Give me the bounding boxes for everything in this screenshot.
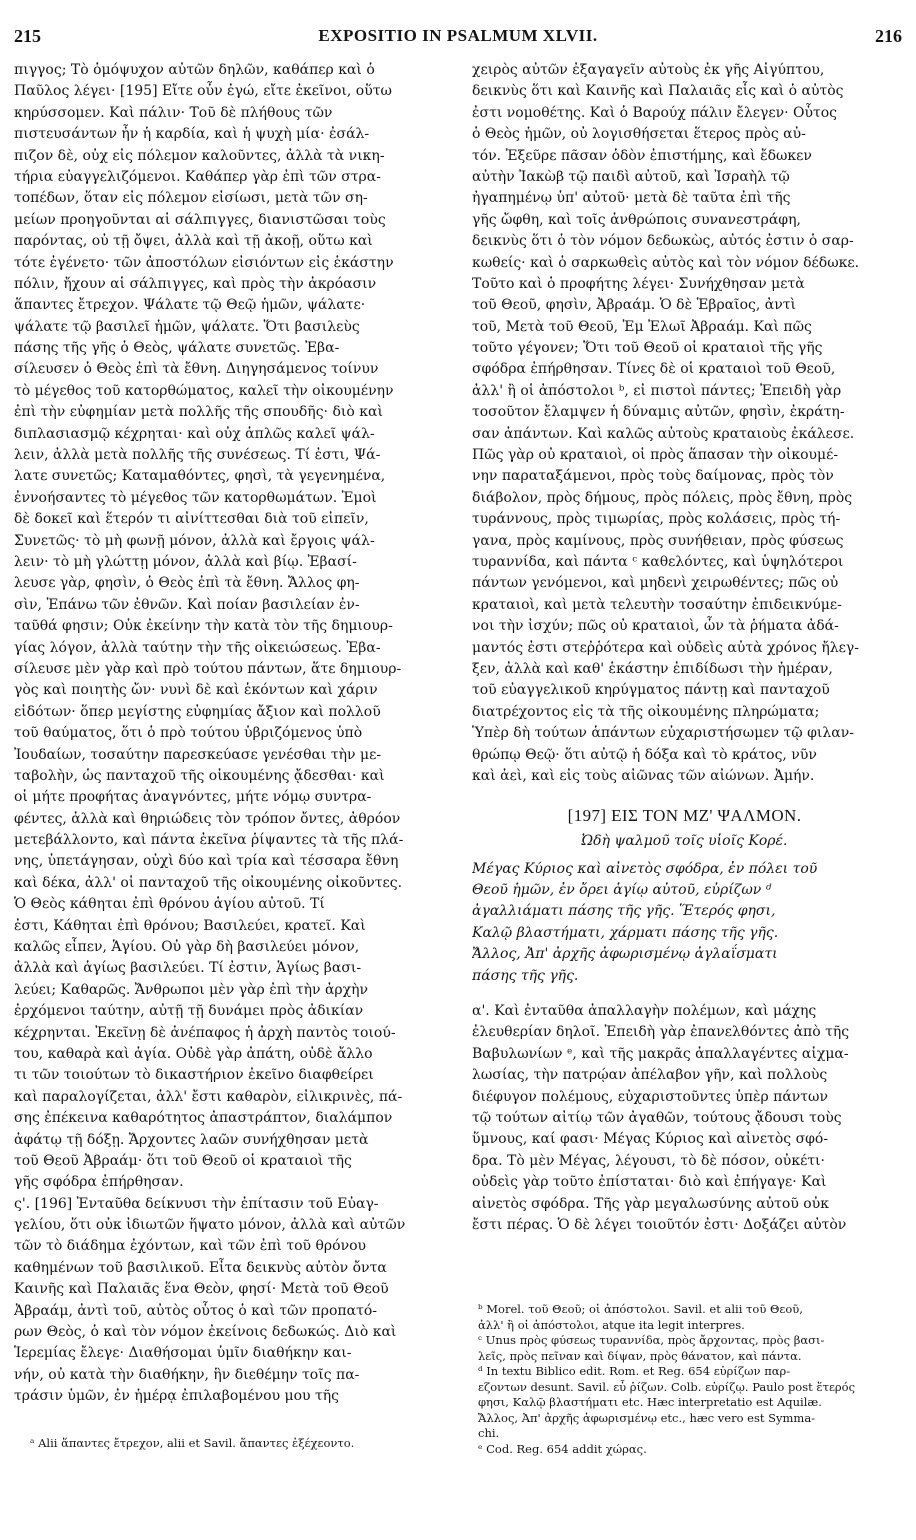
text-line: πιστευσάντων ἦν ἡ καρδία, καὶ ἡ ψυχὴ μία· ἐσάλ- (14, 126, 370, 143)
left-footnotes (30, 1436, 450, 1452)
commentary-section (472, 1001, 897, 1236)
text-line: δεικνὺς ὅτι καὶ Καινῆς καὶ Παλαιᾶς εἷς καὶ ὁ αὐτὸς (472, 83, 844, 100)
text-line: γελίου, ὅτι οὐκ ἰδιωτῶν ἥψατο μόνον, ἀλλὰ καὶ αὐτῶν (14, 1217, 406, 1234)
text-line: ἐλευθερίαν δηλοῖ. Ἐπειδὴ γὰρ ἐπανελθόντες ἀπὸ τῆς (472, 1024, 850, 1041)
verse-line: Μέγας Κύριος καὶ αἰνετὸς σφόδρα, ἐν πόλει τοῦ (472, 860, 818, 877)
text-line: ἐρχόμενοι ταύτην, αὐτῇ τῇ δυνάμει πρὸς ἀδικίαν (14, 1003, 364, 1020)
text-line: καλῶς εἶπεν, Ἁγίου. Οὐ γὰρ δὴ βασιλεύει μόνον, (14, 939, 360, 956)
text-line: κηρύσσομεν. Καὶ πάλιν· Τοῦ δὲ πλήθους τῶν (14, 104, 333, 121)
right-column (472, 60, 897, 1236)
text-line: γίας λόγον, ἀλλὰ ταύτην τὴν τῆς οἰκειώσεως. Ἐβα- (14, 639, 381, 656)
verse-line: Ἄλλος, Ἀπ' ἀρχῆς ἀφωρισμένῳ ἀγλαΐσματι (472, 946, 778, 963)
text-line: δεικνὺς ὅτι ὁ τὸν νόμον δεδωκὼς, αὐτός ἐστιν ὁ σαρ- (472, 233, 854, 250)
text-line: λωσίας, τὴν πατρῴαν ἀπέλαβον γῆν, καὶ πολλοὺς (472, 1067, 828, 1084)
text-line: καὶ παραλογίζεται, ἀλλ' ἔστι καθαρὸν, εἰλικρινὲς, πά- (14, 1088, 403, 1105)
psalm-subtitle: Ὠδὴ ψαλμοῦ τοῖς υἱοῖς Κορέ. (581, 833, 788, 850)
text-line: καὶ δέκα, ἀλλ' οἱ πανταχοῦ τῆς οἰκουμένης οἰκοῦντες. (14, 874, 403, 891)
verse-line: Θεοῦ ἡμῶν, ἐν ὄρει ἁγίῳ αὐτοῦ, εὐρίζων ᵈ (472, 882, 772, 899)
text-line: λατε συνετῶς; Καταμαθόντες, φησὶ, τὰ γεγενημένα, (14, 468, 386, 485)
footnote-line: Ἄλλος, Ἀπ' ἀρχῆς ἀφωρισμένῳ etc., hæc vero est Symma- (478, 1410, 816, 1425)
text-line: Ὑπὲρ δὴ τούτων ἁπάντων εὐχαριστήσωμεν τῷ φιλαν- (472, 725, 854, 742)
text-line: Τοῦτο καὶ ὁ προφήτης λέγει· Συνήχθησαν μετὰ (472, 275, 805, 292)
text-line: Παῦλος λέγει· [195] Εἴτε οὖν ἐγώ, εἴτε ἐκεῖνοι, οὕτω (14, 83, 392, 100)
text-line: Βαβυλωνίων ᵉ, καὶ τῆς μακρᾶς ἀπαλλαγέντες αἰχμα- (472, 1045, 849, 1062)
footnote-line: φησι, Καλῷ βλαστήματι etc. Hæc interpretatio est Aquilæ. (478, 1395, 822, 1409)
text-line: τοσοῦτον ἔλαμψεν ἡ δύναμις αὐτῶν, φησὶν, ἐκράτη- (472, 404, 845, 421)
text-line: τι τῶν τοιούτων τὸ δικαστήριον ἐκεῖνο διαφθείρει (14, 1067, 374, 1084)
text-line: τυράννους, πρὸς τιμωρίας, πρὸς κολάσεις, πρὸς τή- (472, 511, 841, 528)
text-line: ψάλατε τῷ βασιλεῖ ἡμῶν, ψάλατε. Ὅτι βασιλεὺς (14, 318, 360, 335)
text-line: τότε ἐγένετο· τῶν ἀποστόλων εἰσιόντων εἰς ἑκάστην (14, 254, 394, 271)
text-line: σὶν, Ἐπάνω τῶν ἐθνῶν. Καὶ ποίαν βασιλείαν ἐν- (14, 596, 360, 613)
text-line: τῷ τούτων αἰτίῳ τῶν ἀγαθῶν, τούτους ᾄδουσι τοὺς (472, 1109, 842, 1126)
text-line: λευσε γὰρ, φησὶν, ὁ Θεὸς ἐπὶ τὰ ἔθνη. Ἄλλος φη- (14, 575, 360, 592)
text-line: ἠγαπημένῳ ὑπ' αὐτοῦ· μετὰ δὲ ταῦτα ἐπὶ τῆς (472, 190, 791, 207)
text-line: τοῦ Θεοῦ, φησὶν, Ἀβραάμ. Ὁ δὲ Ἑβραῖος, ἀντὶ (472, 297, 796, 314)
verse-line: πάσης τῆς γῆς. (472, 967, 579, 984)
text-line: οὐδεὶς γὰρ τοῦτο ἐπίσταται· διὸ καὶ ἐπήγαγε· Καὶ (472, 1174, 827, 1191)
text-line: ὁ Θεὸς ἡμῶν, οὐ λογισθήσεται ἕτερος πρὸς αὐ- (472, 126, 806, 143)
text-line: ἐστι νομοθέτης. Καὶ ὁ Βαρούχ πάλιν ἔλεγεν· Οὗτος (472, 104, 838, 121)
text-line: οἱ μήτε προφήτας ἀναγνόντες, μήτε νόμῳ συντρα- (14, 789, 372, 806)
text-line: διέφυγον πολέμους, εὐχαριστοῦντες ὑπὲρ πάντων (472, 1088, 828, 1105)
text-line: τοπέδων, ὅταν εἰς πόλεμον εἰσίωσι, μετὰ τῶν ση- (14, 190, 368, 207)
text-line: Συνετῶς· τὸ μὴ φωνῇ μόνον, ἀλλὰ καὶ ἔργοις ψάλ- (14, 532, 375, 549)
text-line: νην παραταξάμενοι, πρὸς τοὺς δαίμονας, πρὸς τὸν (472, 468, 834, 485)
text-line: Ἱερεμίας ἔλεγε· Διαθήσομαι ὑμῖν διαθήκην και- (14, 1345, 352, 1362)
footnote-line: ᵇ Morel. τοῦ Θεοῦ; οἱ ἀπόστολοι. Savil. et alii τοῦ Θεοῦ, (478, 1302, 803, 1316)
text-line: χειρὸς αὐτῶν ἐξαγαγεῖν αὐτοὺς ἐκ γῆς Αἰγύπτου, (472, 62, 825, 78)
text-line: ἐπὶ τὴν εὐφημίαν μετὰ πολλῆς τῆς σπουδῆς· διὸ καὶ (14, 404, 383, 421)
verse-line: Καλῷ βλαστήματι, χάρματι πάσης τῆς γῆς. (472, 924, 779, 941)
text-line: πάντων γενόμενοι, καὶ μηδενὶ χειρωθέντες; πῶς οὐ (472, 575, 839, 592)
text-line: Ἰουδαίων, τοσαύτην παρεσκεύασε γενέσθαι τὴν με- (14, 746, 382, 763)
text-line: μετεβάλλοντο, καὶ πάντα ἐκεῖνα ῥίψαντες τὰ τῆς πλά- (14, 832, 404, 849)
text-line: τυραννίδα, καὶ πάντα ᶜ καθελόντες, καὶ ὑψηλότεροι (472, 553, 844, 570)
text-line: γῆς ὤφθη, καὶ τοῖς ἀνθρώποις συνανεστράφη, (472, 211, 801, 228)
text-line: ἀλλ' ἢ οἱ ἀπόστολοι ᵇ, εἰ πιστοὶ πάντες; Ἐπειδὴ γὰρ (472, 382, 842, 399)
text-line: κέχρηνται. Ἐκεῖνῃ δὲ ἀνέπαφος ἡ ἀρχὴ παντὸς τοιού- (14, 1024, 396, 1041)
text-line: γὸς καὶ ποιητὴς ὤν· νυνὶ δὲ καὶ ἑκόντων καὶ χάριν (14, 682, 378, 699)
text-line: μαντός ἐστι στεῤῥότερα καὶ οὐδεὶς αὐτὰ χρόνος ἤλεγ- (472, 639, 860, 656)
text-line: αὐτὴν Ἰακὼβ τῷ παιδὶ αὐτοῦ, καὶ Ἰσραὴλ τῷ (472, 168, 790, 185)
psalm-heading: [197] ΕΙΣ ΤΟΝ ΜΖ' ΨΑΛΜΟΝ. (567, 806, 802, 826)
text-line: τόν. Ἐξεῦρε πᾶσαν ὁδὸν ἐπιστήμης, καὶ ἔδωκεν (472, 147, 812, 164)
text-line: τοῦ Θεοῦ Ἀβραάμ· ὅτι τοῦ Θεοῦ οἱ κραταιοὶ τῆς (14, 1152, 352, 1169)
text-line: πιγγος; Τὸ ὁμόψυχον αὐτῶν δηλῶν, καθάπερ καὶ ὁ (14, 62, 375, 78)
footnote-line: ᵈ In textu Biblico edit. Rom. et Reg. 654 εὐρίζων παρ- (478, 1364, 791, 1378)
footnote-line: ᵉ Cod. Reg. 654 addit χώρας. (478, 1441, 647, 1456)
text-line: τοῦ θαύματος, ὅτι ὁ πρὸ τούτου ὑβριζόμενος ὑπὸ (14, 725, 363, 742)
text-line: κραταιοὶ, καὶ μετὰ τελευτὴν τοσαύτην ἐπιδεικνύμε- (472, 596, 842, 613)
text-line: δὲ δοκεῖ καὶ ἕτερόν τι αἰνίττεσθαι διὰ τοῦ εἰπεῖν, (14, 511, 369, 528)
text-line: φέντες, ἀλλὰ καὶ θηριώδεις τὸν τρόπον ὄντες, ἀθρόον (14, 810, 401, 827)
text-line: ἀλλὰ καὶ ἁγίως βασιλεύει. Τί ἐστιν, Ἁγίως βασι- (14, 960, 362, 977)
text-line: ἐννοήσαντες τὸ μέγεθος τῶν κατορθωμάτων. Ἐμοὶ (14, 489, 377, 506)
text-line: ἀφάτῳ τῇ δόξῃ. Ἄρχοντες λαῶν συνήχθησαν μετὰ (14, 1131, 369, 1148)
page-header (14, 26, 902, 56)
text-line: μείων προηγοῦνται αἱ σάλπιγγες, διανιστῶσαι τοὺς (14, 211, 386, 228)
running-title: EXPOSITIO IN PSALMUM XLVII. (318, 26, 598, 45)
text-line: τοῦτο γέγονεν; Ὅτι τοῦ Θεοῦ οἱ κραταιοὶ τῆς γῆς (472, 340, 823, 357)
text-line: τὸ μέγεθος τοῦ κατορθώματος, καλεῖ τὴν οἰκουμένην (14, 382, 394, 399)
text-line: γῆς σφόδρα ἐπήρθησαν. (14, 1174, 184, 1191)
right-footnotes (478, 1302, 898, 1457)
footnote-line: λεῖς, πρὸς πεῖναν καὶ δίψαν, πρὸς θάνατον, καὶ πάντα. (478, 1348, 802, 1363)
text-line: εἰδότων· ὅπερ μεγίστης εὐφημίας ἄξιον καὶ πολλοῦ (14, 703, 381, 720)
text-line: α'. Καὶ ἐνταῦθα ἀπαλλαγὴν πολέμων, καὶ μάχης (472, 1003, 817, 1020)
text-line: θρώπῳ Θεῷ· ὅτι αὐτῷ ἡ δόξα καὶ τὸ κράτος, νῦν (472, 746, 817, 763)
footnote-line: εζοντων desunt. Savil. εὖ ῥίζων. Colb. εὐρίζῳ. Paulo post ἕτερός (478, 1379, 856, 1394)
text-line: καὶ ἀεὶ, καὶ εἰς τοὺς αἰῶνας τῶν αἰώνων. Ἀμήν. (472, 767, 815, 784)
text-line: λειν, ἀλλὰ μετὰ πολλῆς τῆς συνέσεως. Τί ἐστι, Ψά- (14, 447, 381, 464)
text-line: ἔστι πέρας. Ὁ δὲ λέγει τοιοῦτόν ἐστι· Δοξάζει αὐτὸν (472, 1216, 847, 1233)
text-line: νοι τὴν ἰσχύν; πῶς οὐ κραταιοὶ, ὧν τὰ ῥήματα ἀδά- (472, 618, 839, 635)
verse-line: ἀγαλλιάματι πάσης τῆς γῆς. Ἕτερός φησι, (472, 903, 776, 920)
left-page-number: 215 (14, 26, 41, 46)
text-line: ξεν, ἀλλὰ καὶ καθ' ἑκάστην ἐπιδίδωσι τὴν ἡμέραν, (472, 660, 833, 677)
text-line: σφόδρα ἐπήρθησαν. Τίνες δὲ οἱ κραταιοὶ τοῦ Θεοῦ, (472, 361, 836, 378)
text-line: αἰνετὸς σφόδρα. Τῆς γὰρ μεγαλωσύνης αὐτοῦ οὐκ (472, 1195, 829, 1212)
text-line: Καινῆς καὶ Παλαιᾶς ἕνα Θεὸν, φησί· Μετὰ τοῦ Θεοῦ (14, 1281, 389, 1298)
footnote-line: chi. (478, 1426, 500, 1440)
text-line: του, καθαρὰ καὶ ἁγία. Οὐδὲ γὰρ ἀπάτη, οὐδὲ ἄλλο (14, 1045, 373, 1062)
text-line: τοῦ, Μετὰ τοῦ Θεοῦ, Ἐμ Ἐλωῖ Ἀβραάμ. Καὶ πῶς (472, 318, 812, 335)
text-line: Ἀβραάμ, ἀντὶ τοῦ, αὐτὸς οὗτος ὁ καὶ τῶν προπατό- (14, 1302, 377, 1319)
text-line: κωθείς· καὶ ὁ σαρκωθεὶς αὐτὸς καὶ τὸν νόμον δέδωκε. (472, 254, 860, 271)
text-line: Ὁ Θεὸς κάθηται ἐπὶ θρόνου ἁγίου αὐτοῦ. Τί (14, 896, 325, 913)
right-page-number: 216 (875, 26, 902, 46)
text-line: ὕμνους, καί φασι· Μέγας Κύριος καὶ αἰνετὸς σφό- (472, 1131, 829, 1148)
text-line: πόλιν, ἤχουν αἱ σάλπιγγες, καὶ πρὸς τὴν ἀκρόασιν (14, 275, 377, 292)
text-line: νης, ὑπετάγησαν, οὐχὶ δύο καὶ τρία καὶ τέσσαρα ἔθνη (14, 853, 399, 870)
text-line: ρων Θεὸς, ὁ καὶ τὸν νόμον ἐκείνοις δεδωκώς. Διὸ καὶ (14, 1324, 397, 1341)
text-line: λειν· τὸ μὴ γλώττῃ μόνον, ἀλλὰ καὶ βίῳ. Ἐβασί- (14, 553, 357, 570)
text-line: πάσης τῆς γῆς ὁ Θεὸς, ψάλατε συνετῶς. Ἐβα- (14, 340, 340, 357)
text-line: σης ἐπέκεινα καθαρότητος ἀπαστράπτον, διαλάμπον (14, 1110, 393, 1127)
right-column-text (472, 60, 897, 787)
psalm-verse (472, 859, 897, 987)
text-line: λεύει; Καθαρῶς. Ἄνθρωποι μὲν γὰρ ἐπὶ τὴν ἀρχὴν (14, 981, 369, 998)
text-line: παρόντας, οὐ τῇ ὄψει, ἀλλὰ καὶ τῇ ἀκοῇ, οὕτω καὶ (14, 233, 373, 250)
text-line: γανα, πρὸς καμίνους, πρὸς συνήθειαν, πρὸς φύσεως (472, 532, 844, 549)
footnote-line: ᶜ Unus πρὸς φύσεως τυραννίδα, πρὸς ἄρχοντας, πρὸς βασι- (478, 1333, 825, 1347)
text-line: ἐστι, Κάθηται ἐπὶ θρόνου; Βασιλεύει, κρατεῖ. Καὶ (14, 917, 366, 934)
text-line: διπλασιασμῷ κέχρηται· καὶ οὐχ ἁπλῶς καλεῖ ψάλ- (14, 425, 375, 442)
text-line: καθημένων τοῦ βασιλικοῦ. Εἶτα δεικνὺς αὐτὸν ὄντα (14, 1259, 387, 1276)
text-line: τῶν τὸ διάδημα ἐχόντων, καὶ τῶν ἐπὶ τοῦ θρόνου (14, 1238, 367, 1255)
text-line: τοῦ εὐαγγελικοῦ κηρύγματος πάντῃ καὶ πανταχοῦ (472, 682, 830, 699)
text-line: σίλευσεν ὁ Θεὸς ἐπὶ τὰ ἔθνη. Διηγησάμενος τοίνυν (14, 361, 379, 378)
text-line: νήν, οὐ κατὰ τὴν διαθήκην, ἣν διεθέμην τοῖς πα- (14, 1366, 360, 1383)
text-line: ταῦθά φησιν; Οὐκ ἐκείνην τὴν κατὰ τὸν τῆς δημιουρ- (14, 618, 393, 635)
footnote-line: ἀλλ' ἢ οἱ ἀπόστολοι, atque ita legit interpres. (478, 1317, 745, 1332)
footnote-line: ᵃ Alii ἅπαντες ἔτρεχον, alii et Savil. ἅπαντες ἐξέχεοντο. (30, 1436, 355, 1450)
text-line: τήρια εὐαγγελιζόμενοι. Καθάπερ γὰρ ἐπὶ τῶν στρα- (14, 168, 381, 185)
text-line: πιζον δὲ, οὐχ εἰς πόλεμον καλοῦντες, ἀλλὰ τὰ νικη- (14, 147, 385, 164)
text-line: τράσιν ὑμῶν, ἐν ἡμέρᾳ ἐπιλαβομένου μου τῆς (14, 1388, 339, 1405)
left-column (14, 60, 439, 1408)
text-line: ς'. [196] Ἐνταῦθα δείκνυσι τὴν ἐπίτασιν τοῦ Εὐαγ- (14, 1195, 379, 1212)
text-line: διατρέχοντος εἰς τὰ τῆς οἰκουμένης πληρώματα; (472, 703, 820, 720)
text-line: Πῶς γὰρ οὐ κραταιοὶ, οἱ πρὸς ἅπασαν τὴν οἰκουμέ- (472, 447, 839, 464)
text-line: ἅπαντες ἔτρεχον. Ψάλατε τῷ Θεῷ ἡμῶν, ψάλατε· (14, 297, 366, 314)
text-line: ταβολὴν, ὡς πανταχοῦ τῆς οἰκουμένης ᾄδεσθαι· καὶ (14, 767, 385, 784)
text-line: διάβολον, πρὸς δήμους, πρὸς πόλεις, πρὸς ἔθνη, πρὸς (472, 489, 853, 506)
text-line: σαν ἁπάντων. Καὶ καλῶς αὐτοὺς κραταιοὺς ἐκάλεσε. (472, 425, 855, 442)
text-line: δρα. Τὸ μὲν Μέγας, λέγουσι, τὸ δὲ πόσον, οὐκέτι· (472, 1152, 826, 1169)
text-line: σίλευσε μὲν γὰρ καὶ πρὸ τούτου πάντων, ἅτε δημιουρ- (14, 660, 402, 677)
